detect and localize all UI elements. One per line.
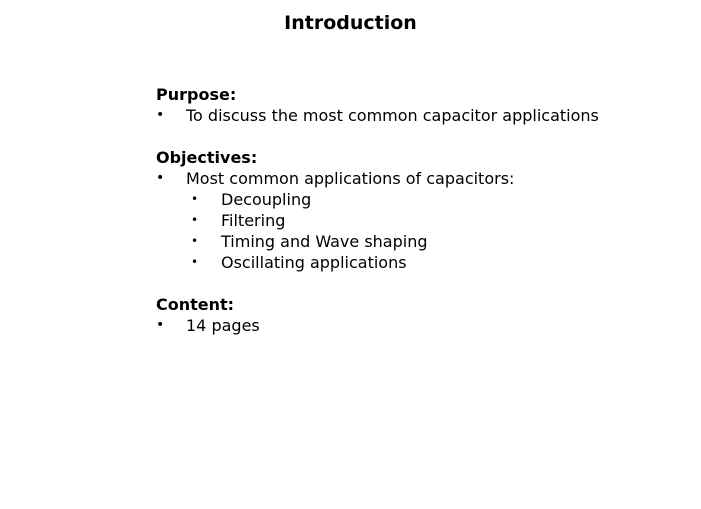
purpose-heading: Purpose:	[156, 85, 237, 104]
bullet-icon: •	[191, 255, 199, 269]
sub-item-filtering	[156, 210, 676, 231]
purpose-item-text: To discuss the most common capacitor applications	[186, 106, 599, 125]
purpose-section	[156, 84, 676, 126]
purpose-item	[156, 105, 676, 126]
bullet-icon: •	[156, 170, 165, 186]
sub-item-text: Filtering	[221, 211, 286, 230]
content-section	[156, 294, 676, 336]
objectives-heading: Objectives:	[156, 148, 258, 167]
objectives-item-text: Most common applications of capacitors:	[186, 169, 515, 188]
sub-item-timing	[156, 231, 676, 252]
slide-content	[156, 84, 676, 357]
sub-item-text: Oscillating applications	[221, 253, 407, 272]
objectives-section	[156, 147, 676, 273]
sub-item-oscillating	[156, 252, 676, 273]
bullet-icon: •	[156, 107, 165, 123]
bullet-icon: •	[191, 192, 199, 206]
bullet-icon: •	[156, 317, 165, 333]
slide-title: Introduction	[284, 12, 417, 34]
sub-item-text: Decoupling	[221, 190, 312, 209]
objectives-item	[156, 168, 676, 189]
objectives-sub-list	[156, 189, 676, 273]
content-item	[156, 315, 676, 336]
sub-item-text: Timing and Wave shaping	[221, 232, 428, 251]
sub-item-decoupling	[156, 189, 676, 210]
content-heading: Content:	[156, 295, 235, 314]
bullet-icon: •	[191, 234, 199, 248]
bullet-icon: •	[191, 213, 199, 227]
content-item-text: 14 pages	[186, 316, 260, 335]
